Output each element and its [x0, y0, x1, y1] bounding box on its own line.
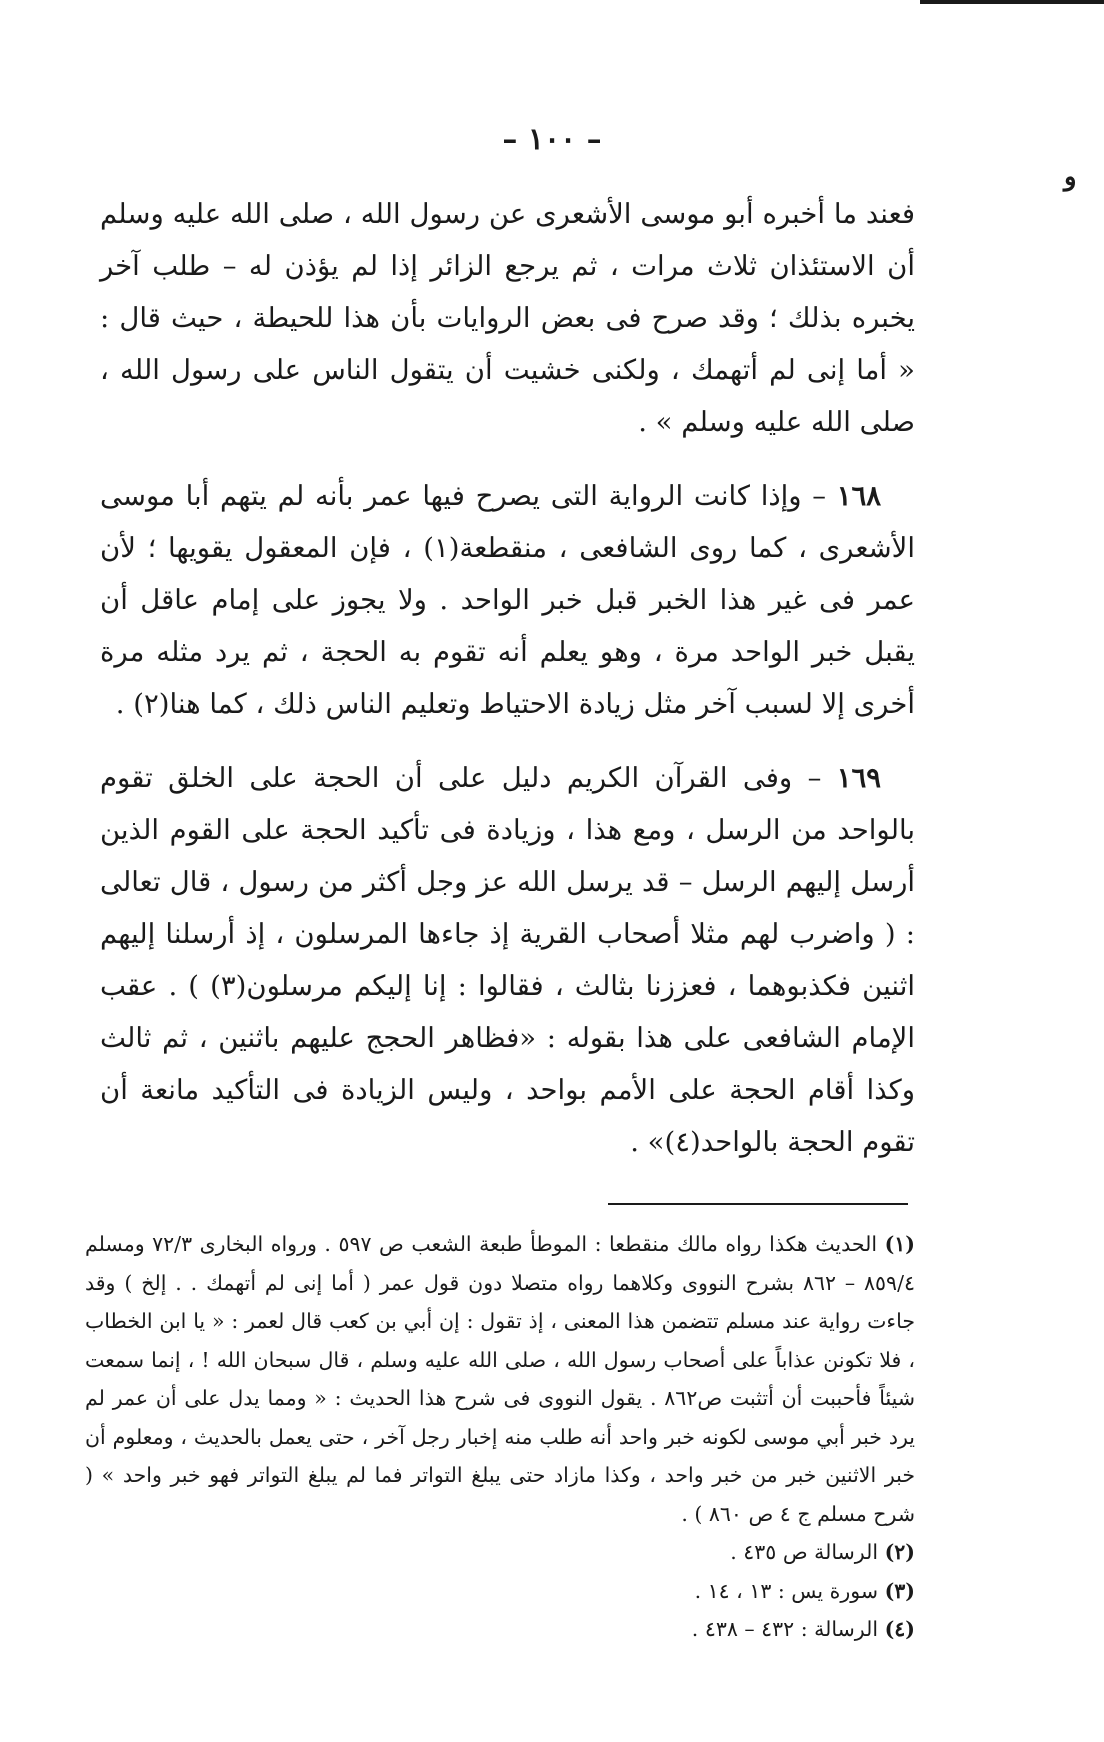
footnote-text: الحديث هكذا رواه مالك منقطعا : الموطأ طبعة الشعب ص ٥٩٧ . ورواه البخارى ٧٢/٣ ومسلم ٨٥٩/٤ – ٨٦٢ بشرح النووى وكلاهما رواه متصلا دون قول عمر ( أما إنى لم أتهمك . . إلخ ) وقد جاءت رواية عند مسلم تتضمن هذا المعنى ، إذ تقول : إن أبي بن كعب قال لعمر : « يا ابن الخطاب ، فلا تكونن عذاباً على أصحاب رسول الله ، صلى الله عليه وسلم ، قال سبحان الله ! ، إنما سمعت شيئاً فأحببت أن أتثبت ص٨٦٢ . يقول النووى فى شرح هذا الحديث : « ومما يدل على أن عمر لم يرد خبر أبي موسى لكونه خبر واحد أنه طلب منه إخبار رجل آخر ، حتى يعمل بالحديث ، ومعلوم أن خبر الاثنين خبر من خبر واحد ، وكذا مازاد حتى يبلغ التواتر فما لم يبلغ التواتر فهو خبر واحد » ( شرح مسلم ج ٤ ص ٨٦٠ ) .	[85, 1232, 915, 1526]
main-body-text	[100, 188, 915, 1190]
top-edge-rule	[920, 0, 1104, 4]
paragraph-text: – وفى القرآن الكريم دليل على أن الحجة على الخلق تقوم بالواحد من الرسل ، ومع هذا ، وزيادة فى تأكيد الحجة على القوم الذين أرسل إليهم الرسل – قد يرسل الله عز وجل أكثر من رسول ، قال تعالى : ( واضرب لهم مثلا أصحاب القرية إذ جاءها المرسلون ، إذ أرسلنا إليهم اثنين فكذبوهما ، فعززنا بثالث ، فقالوا : إنا إليكم مرسلون(٣) ) . عقب الإمام الشافعى على هذا بقوله : «فظاهر الحجج عليهم باثنين ، ثم ثالث وكذا أقام الحجة على الأمم بواحد ، وليس الزيادة فى التأكيد مانعة أن تقوم الحجة بالواحد(٤)» .	[100, 762, 915, 1158]
footnote-number: (١)	[884, 1232, 915, 1256]
footnote-1	[85, 1225, 915, 1533]
footnote-text: الرسالة : ٤٣٢ – ٤٣٨ .	[691, 1617, 885, 1641]
footnote-text: الرسالة ص ٤٣٥ .	[730, 1540, 885, 1564]
margin-mark: ﻭ	[1064, 162, 1077, 192]
paragraph-text: – وإذا كانت الرواية التى يصرح فيها عمر بأنه لم يتهم أبا موسى الأشعرى ، كما روى الشافعى ، منقطعة(١) ، فإن المعقول يقويها ؛ لأن عمر فى غير هذا الخبر قبل خبر الواحد . ولا يجوز على إمام عاقل أن يقبل خبر الواحد مرة ، وهو يعلم أنه تقوم به الحجة ، ثم يرد مثله مرة أخرى إلا لسبب آخر مثل زيادة الاحتياط وتعليم الناس ذلك ، كما هنا(٢) .	[100, 480, 915, 720]
paragraph-168	[100, 470, 915, 730]
paragraph-intro	[100, 188, 915, 448]
paragraph-number: ١٦٩	[836, 762, 881, 794]
footnotes-section	[85, 1225, 915, 1649]
paragraph-text: فعند ما أخبره أبو موسى الأشعرى عن رسول الله ، صلى الله عليه وسلم أن الاستئذان ثلاث مرات ، ثم يرجع الزائر إذا لم يؤذن له – طلب آخر يخبره بذلك ؛ وقد صرح فى بعض الروايات بأن هذا للحيطة ، حيث قال : « أما إنى لم أتهمك ، ولكنى خشيت أن يتقول الناس على رسول الله ، صلى الله عليه وسلم » .	[100, 198, 915, 438]
footnote-4	[85, 1610, 915, 1649]
footnote-number: (٤)	[884, 1617, 915, 1641]
footnote-3	[85, 1572, 915, 1611]
footnote-number: (٢)	[884, 1540, 915, 1564]
paragraph-169	[100, 752, 915, 1168]
page-number: – ١٠٠ –	[502, 122, 602, 157]
footnote-number: (٣)	[884, 1578, 915, 1603]
footnote-2	[85, 1533, 915, 1572]
footnote-divider	[608, 1203, 908, 1205]
footnote-text: سورة يس : ١٣ ، ١٤ .	[694, 1578, 885, 1603]
paragraph-number: ١٦٨	[836, 480, 881, 512]
